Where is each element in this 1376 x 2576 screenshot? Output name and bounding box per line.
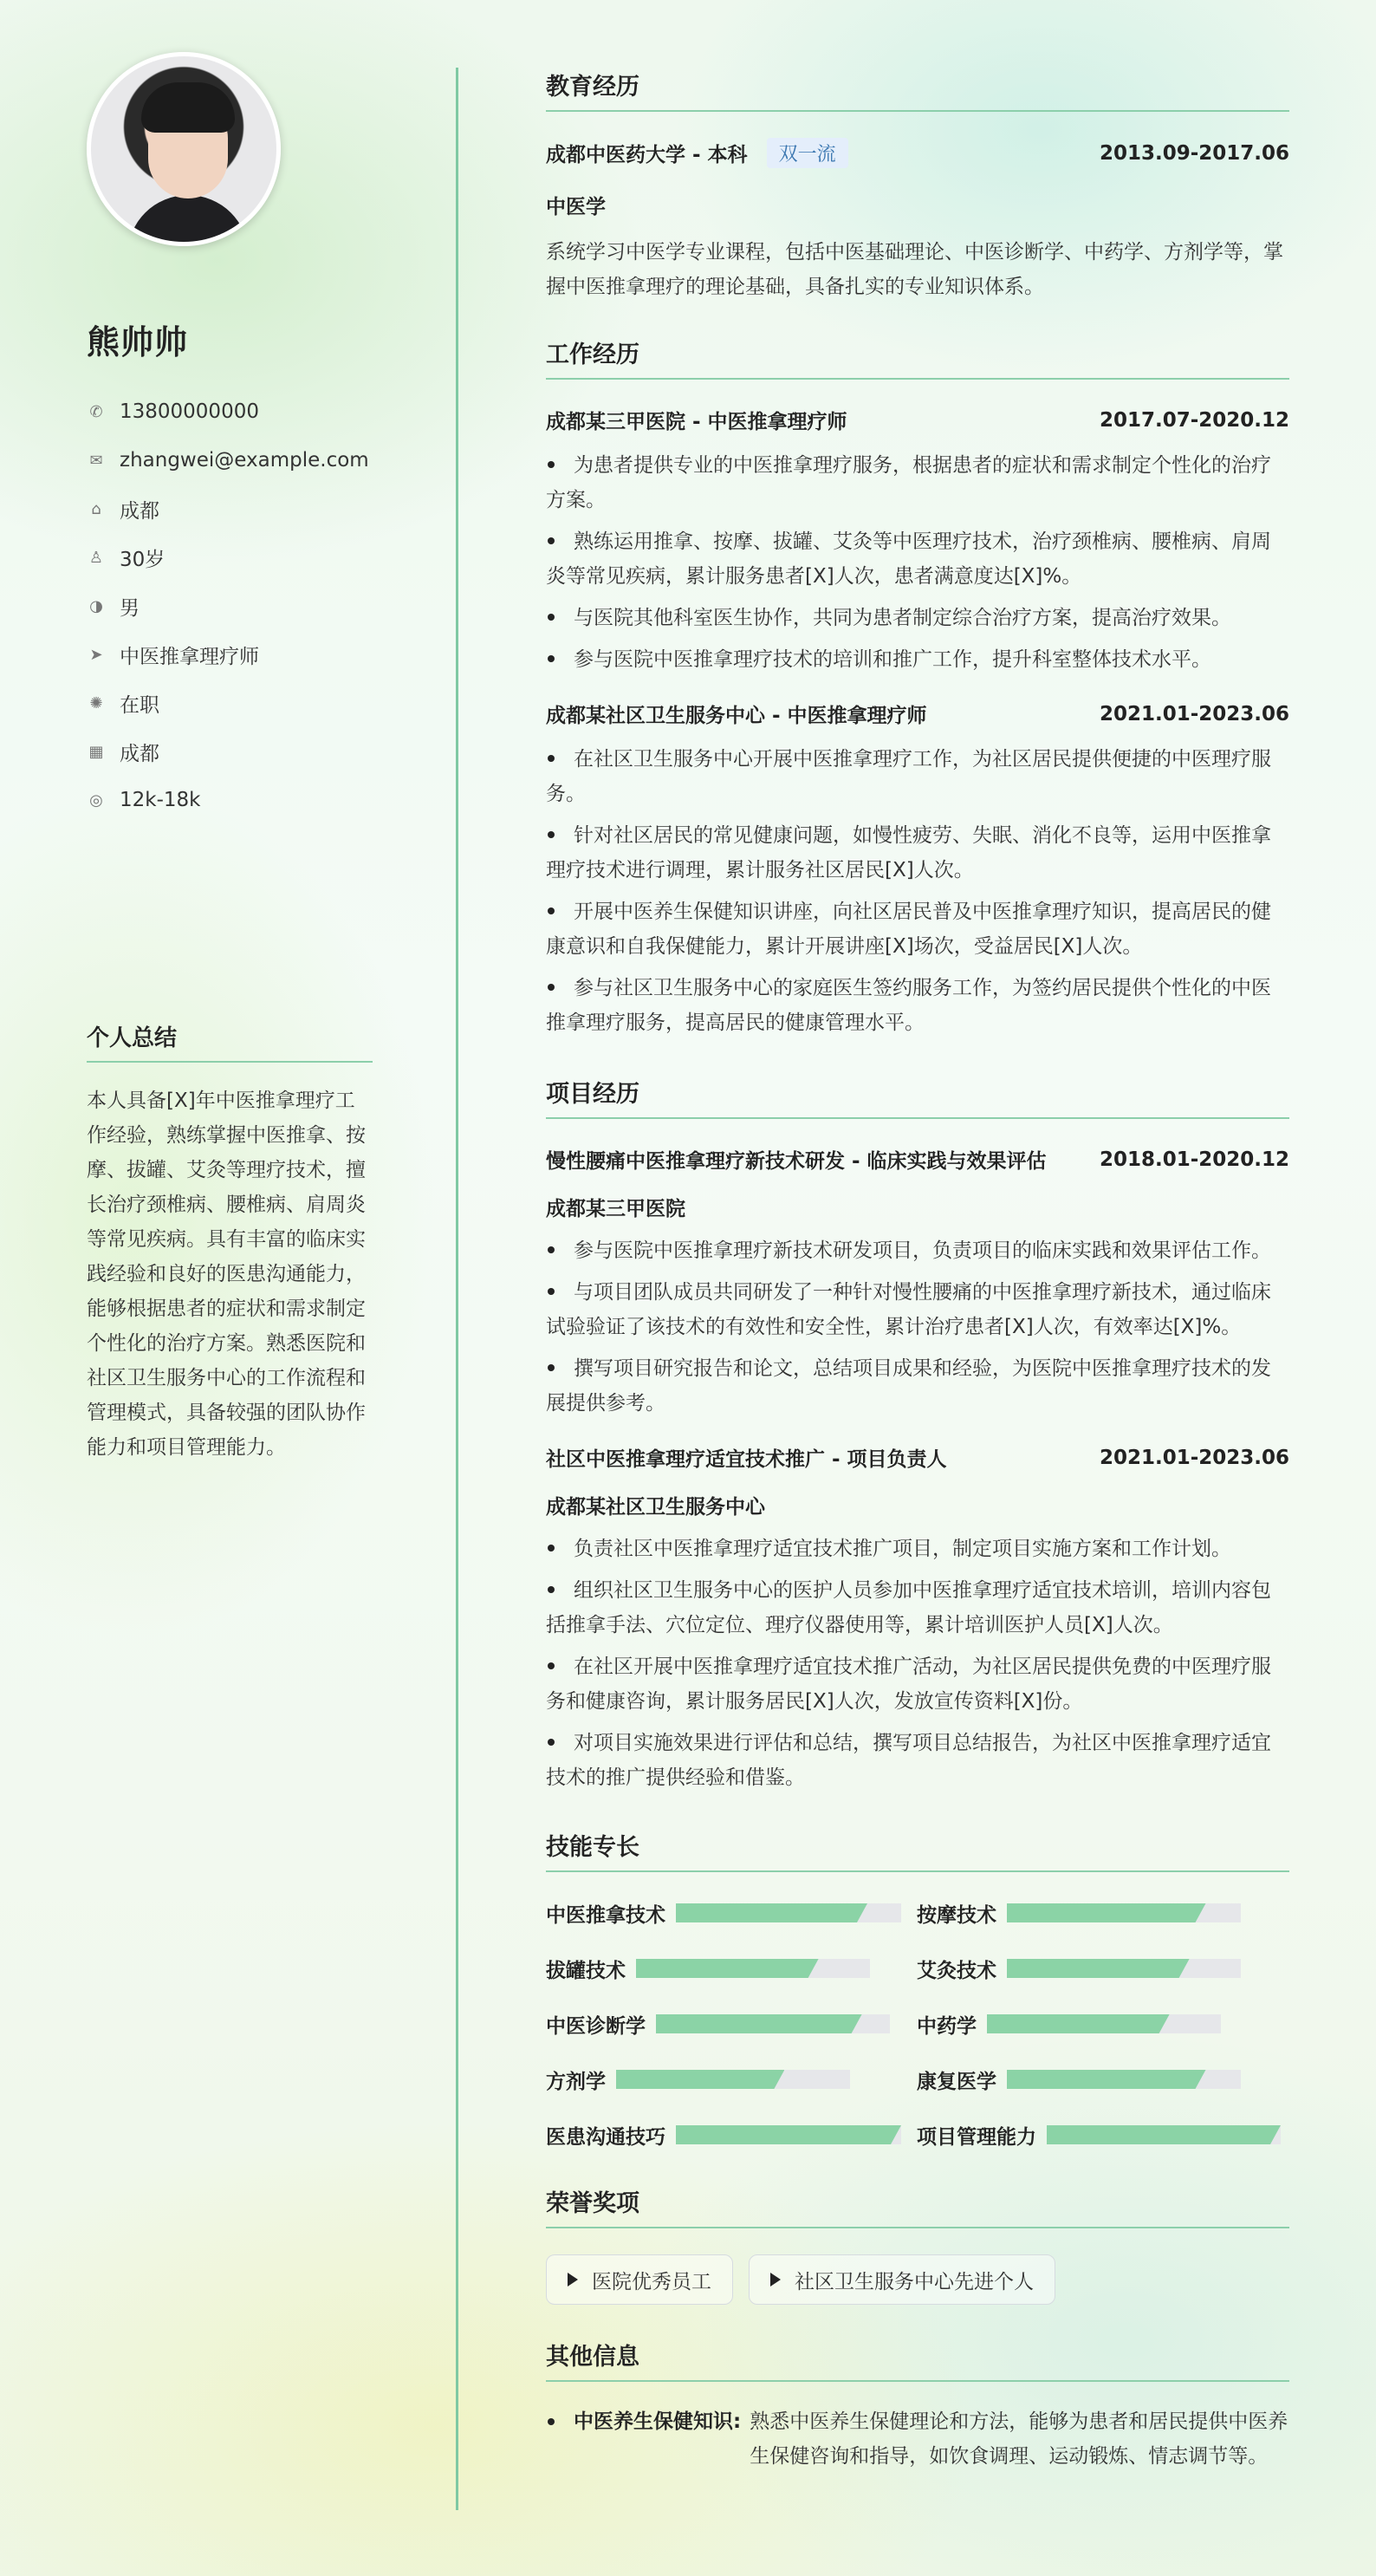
bullet-text: 与医院其他科室医生协作，共同为患者制定综合治疗方案，提高治疗效果。	[574, 607, 1231, 629]
work-entry	[546, 406, 1289, 677]
bullet-dot	[548, 831, 555, 838]
list-item	[546, 1351, 1289, 1421]
other-section	[546, 2338, 1289, 2474]
bullet-text: 为患者提供专业的中医推拿理疗服务，根据患者的症状和需求制定个性化的治疗方案。	[546, 454, 1271, 511]
gender-icon: ◑	[89, 596, 103, 615]
list-item	[546, 1275, 1289, 1344]
project-bullets	[546, 1532, 1289, 1795]
school-tag: 双一流	[767, 138, 848, 168]
skill-bar-fill	[1007, 1959, 1190, 1978]
vertical-divider	[456, 68, 458, 2510]
education-major: 中医学	[546, 196, 606, 218]
work-org: 成都某三甲医院 - 中医推拿理疗师	[546, 411, 847, 433]
info-text: 30岁	[120, 548, 166, 571]
bullet-text: 对项目实施效果进行评估和总结，撰写项目总结报告，为社区中医推拿理疗适宜技术的推广提供经验和借鉴。	[546, 1732, 1271, 1789]
info-text: 12k-18k	[120, 789, 201, 811]
bullet-dot	[548, 1246, 555, 1253]
bullet-text: 熟练运用推拿、按摩、拔罐、艾灸等中医理疗技术，治疗颈椎病、腰椎病、肩周炎等常见疾病，累计服务患者[X]人次，患者满意度达[X]%。	[546, 530, 1271, 588]
project-period: 2018.01-2020.12	[1099, 1148, 1289, 1171]
bullet-text: 负责社区中医推拿理疗适宜技术推广项目，制定项目实施方案和工作计划。	[574, 1538, 1231, 1560]
summary-text: 本人具备[X]年中医推拿理疗工作经验，熟练掌握中医推拿、按摩、拔罐、艾灸等理疗技术，擅长治疗颈椎病、腰椎病、肩周炎等常见疾病。具有丰富的临床实践经验和良好的医患沟通能力，能够根据患者的症状和需求制定个性化的治疗方案。熟悉医院和社区卫生服务中心的工作流程和管理模式，具备较强的团队协作能力和项目管理能力。	[87, 1090, 366, 1459]
bullet-text: 参与医院中医推拿理疗新技术研发项目，负责项目的临床实践和效果评估工作。	[574, 1239, 1271, 1262]
project-org: 成都某社区卫生服务中心	[546, 1496, 765, 1519]
list-item	[546, 1726, 1289, 1795]
play-icon	[770, 2273, 781, 2287]
info-text: 在职	[120, 693, 159, 717]
avatar	[87, 52, 281, 246]
bullet-dot	[548, 984, 555, 991]
list-item	[546, 1233, 1289, 1268]
work-period: 2021.01-2023.06	[1099, 702, 1289, 725]
project-bullets	[546, 1233, 1289, 1421]
honors-section	[546, 2184, 1289, 2305]
bullet-text: 与项目团队成员共同研发了一种针对慢性腰痛的中医推拿理疗新技术，通过临床试验验证了该技术的有效性和安全性，累计治疗患者[X]人次，有效率达[X]%。	[546, 1281, 1271, 1338]
skill-bar-track	[676, 2125, 901, 2144]
awards-list	[546, 2254, 1289, 2305]
project-head	[546, 1145, 1289, 1174]
home-icon: ⌂	[91, 499, 101, 518]
bullet-text: 参与医院中医推拿理疗技术的培训和推广工作，提升科室整体技术水平。	[574, 648, 1211, 671]
info-text: zhangwei@example.com	[120, 449, 369, 472]
info-item	[87, 727, 373, 776]
skill-bar-fill	[1047, 2125, 1281, 2144]
skill-bar-fill	[636, 1959, 819, 1978]
work-org: 成都某社区卫生服务中心 - 中医推拿理疗师	[546, 705, 927, 727]
building-icon: ▦	[88, 742, 104, 761]
bullet-text: 参与社区卫生服务中心的家庭医生签约服务工作，为签约居民提供个性化的中医推拿理疗服务，提高居民的健康管理水平。	[546, 977, 1271, 1034]
bullet-text: 开展中医养生保健知识讲座，向社区居民普及中医推拿理疗知识，提高居民的健康意识和自我保健能力，累计开展讲座[X]场次，受益居民[X]人次。	[546, 901, 1271, 958]
bullet-dot	[548, 537, 555, 544]
skill-name: 项目管理能力	[917, 2125, 1036, 2149]
bullet-dot	[548, 907, 555, 914]
age-icon: ♙	[88, 548, 104, 567]
skill-bar-fill	[616, 2070, 784, 2089]
info-item	[87, 776, 373, 824]
project-org: 成都某三甲医院	[546, 1198, 685, 1220]
education-period: 2013.09-2017.06	[1099, 141, 1289, 165]
bullet-dot	[548, 1545, 555, 1551]
award-label: 社区卫生服务中心先进个人	[795, 2270, 1034, 2293]
main-content	[546, 68, 1289, 2474]
bullet-dot	[548, 755, 555, 762]
skill-bar-track	[1047, 2125, 1281, 2144]
skills-title: 技能专长	[546, 1828, 1289, 1872]
work-title: 工作经历	[546, 335, 1289, 380]
info-text: 13800000000	[120, 400, 259, 423]
bullet-text: 在社区开展中医推拿理疗适宜技术推广活动，为社区居民提供免费的中医理疗服务和健康咨询，累计服务居民[X]人次，发放宣传资料[X]份。	[546, 1656, 1271, 1713]
skill-bar-fill	[656, 2014, 862, 2033]
award-badge	[749, 2254, 1055, 2305]
skill-bar-fill	[1007, 1903, 1206, 1922]
skills-section	[546, 1828, 1289, 2150]
bullet-text: 在社区卫生服务中心开展中医推拿理疗工作，为社区居民提供便捷的中医理疗服务。	[546, 748, 1271, 805]
project-entry	[546, 1145, 1289, 1421]
project-head	[546, 1443, 1289, 1472]
work-period: 2017.07-2020.12	[1099, 408, 1289, 432]
education-section	[546, 68, 1289, 304]
bullet-dot	[548, 1364, 555, 1371]
info-item	[87, 485, 373, 533]
info-text: 成都	[120, 499, 159, 523]
work-section	[546, 335, 1289, 1040]
other-item	[546, 2404, 1289, 2474]
info-text: 男	[120, 596, 140, 620]
sidebar	[87, 52, 373, 1465]
bullet-dot	[548, 461, 555, 468]
skill-bar-track	[1007, 2070, 1241, 2089]
skill-item	[546, 2120, 917, 2150]
info-item	[87, 679, 373, 727]
skill-name: 艾灸技术	[917, 1959, 996, 1982]
other-title: 其他信息	[546, 2338, 1289, 2382]
list-item	[546, 818, 1289, 888]
skill-name: 康复医学	[917, 2070, 996, 2093]
other-value: 熟悉中医养生保健理论和方法，能够为患者和居民提供中医养生保健咨询和指导，如饮食调理、运动锻炼、情志调节等。	[750, 2410, 1288, 2468]
skill-bar-track	[1007, 1903, 1241, 1922]
work-head	[546, 406, 1289, 434]
award-label: 医院优秀员工	[592, 2270, 711, 2293]
list-item	[546, 448, 1289, 517]
work-entry	[546, 699, 1289, 1040]
skill-name: 拔罐技术	[546, 1959, 626, 1982]
list-item	[546, 1573, 1289, 1643]
skill-item	[546, 1898, 917, 1928]
skill-bar-track	[636, 1959, 870, 1978]
contact-info-list	[87, 387, 373, 824]
list-item	[546, 642, 1289, 677]
skill-bar-track	[676, 1903, 901, 1922]
info-item	[87, 533, 373, 582]
project-entry	[546, 1443, 1289, 1795]
bullet-dot	[548, 1739, 555, 1746]
bullet-dot	[548, 2418, 555, 2425]
skill-name: 中医诊断学	[546, 2014, 646, 2038]
work-bullets	[546, 448, 1289, 677]
send-icon: ➤	[89, 645, 103, 664]
list-item	[546, 971, 1289, 1040]
info-text: 成都	[120, 742, 159, 765]
list-item	[546, 742, 1289, 811]
skill-bar-track	[1007, 1959, 1241, 1978]
school-name: 成都中医药大学 - 本科	[546, 144, 748, 166]
skill-bar-fill	[987, 2014, 1170, 2033]
info-item	[87, 582, 373, 630]
info-item	[87, 436, 373, 485]
list-item	[546, 1649, 1289, 1719]
project-name: 社区中医推拿理疗适宜技术推广 - 项目负责人	[546, 1448, 947, 1471]
salary-icon: ◎	[89, 790, 103, 810]
play-icon	[568, 2273, 578, 2287]
skill-bar-fill	[676, 1903, 867, 1922]
education-title: 教育经历	[546, 68, 1289, 112]
education-head	[546, 138, 1289, 168]
list-item	[546, 524, 1289, 594]
honors-title: 荣誉奖项	[546, 2184, 1289, 2228]
skill-name: 医患沟通技巧	[546, 2125, 665, 2149]
skill-name: 中药学	[917, 2014, 977, 2038]
status-icon: ✺	[89, 693, 103, 712]
other-key: 中医养生保健知识:	[574, 2410, 742, 2433]
mail-icon: ✉	[89, 451, 103, 470]
bullet-text: 针对社区居民的常见健康问题，如慢性疲劳、失眠、消化不良等，运用中医推拿理疗技术进行调理，累计服务社区居民[X]人次。	[546, 824, 1271, 881]
skill-item	[917, 2009, 1289, 2039]
work-head	[546, 699, 1289, 728]
bullet-dot	[548, 614, 555, 621]
skill-bar-track	[616, 2070, 850, 2089]
skill-item	[917, 1954, 1289, 1983]
bullet-text: 组织社区卫生服务中心的医护人员参加中医推拿理疗适宜技术培训，培训内容包括推拿手法、穴位定位、理疗仪器使用等，累计培训医护人员[X]人次。	[546, 1579, 1271, 1636]
project-name: 慢性腰痛中医推拿理疗新技术研发 - 临床实践与效果评估	[546, 1150, 1047, 1173]
skills-grid	[546, 1898, 1289, 2150]
skill-item	[917, 1898, 1289, 1928]
skill-name: 中医推拿技术	[546, 1903, 665, 1927]
bullet-dot	[548, 655, 555, 662]
projects-title: 项目经历	[546, 1075, 1289, 1119]
project-period: 2021.01-2023.06	[1099, 1446, 1289, 1469]
list-item	[546, 894, 1289, 964]
skill-name: 方剂学	[546, 2070, 606, 2093]
bullet-dot	[548, 1662, 555, 1669]
bullet-dot	[548, 1288, 555, 1295]
skill-bar-fill	[1007, 2070, 1206, 2089]
education-desc: 系统学习中医学专业课程，包括中医基础理论、中医诊断学、中药学、方剂学等，掌握中医推拿理疗的理论基础，具备扎实的专业知识体系。	[546, 241, 1283, 298]
bullet-dot	[548, 1586, 555, 1593]
skill-item	[917, 2120, 1289, 2150]
list-item	[546, 1532, 1289, 1566]
skill-name: 按摩技术	[917, 1903, 996, 1927]
skill-bar-track	[656, 2014, 890, 2033]
skill-item	[917, 2065, 1289, 2094]
skill-item	[546, 2065, 917, 2094]
info-item	[87, 387, 373, 436]
summary-title: 个人总结	[87, 1020, 373, 1063]
info-text: 中医推拿理疗师	[120, 645, 259, 668]
skill-item	[546, 1954, 917, 1983]
list-item	[546, 601, 1289, 635]
candidate-name: 熊帅帅	[87, 323, 189, 361]
skill-item	[546, 2009, 917, 2039]
skill-bar-track	[987, 2014, 1221, 2033]
bullet-text: 撰写项目研究报告和论文，总结项目成果和经验，为医院中医推拿理疗技术的发展提供参考。	[546, 1357, 1271, 1415]
projects-section	[546, 1075, 1289, 1795]
award-badge	[546, 2254, 733, 2305]
info-item	[87, 630, 373, 679]
phone-icon: ✆	[89, 402, 103, 421]
skill-bar-fill	[676, 2125, 901, 2144]
work-bullets	[546, 742, 1289, 1040]
